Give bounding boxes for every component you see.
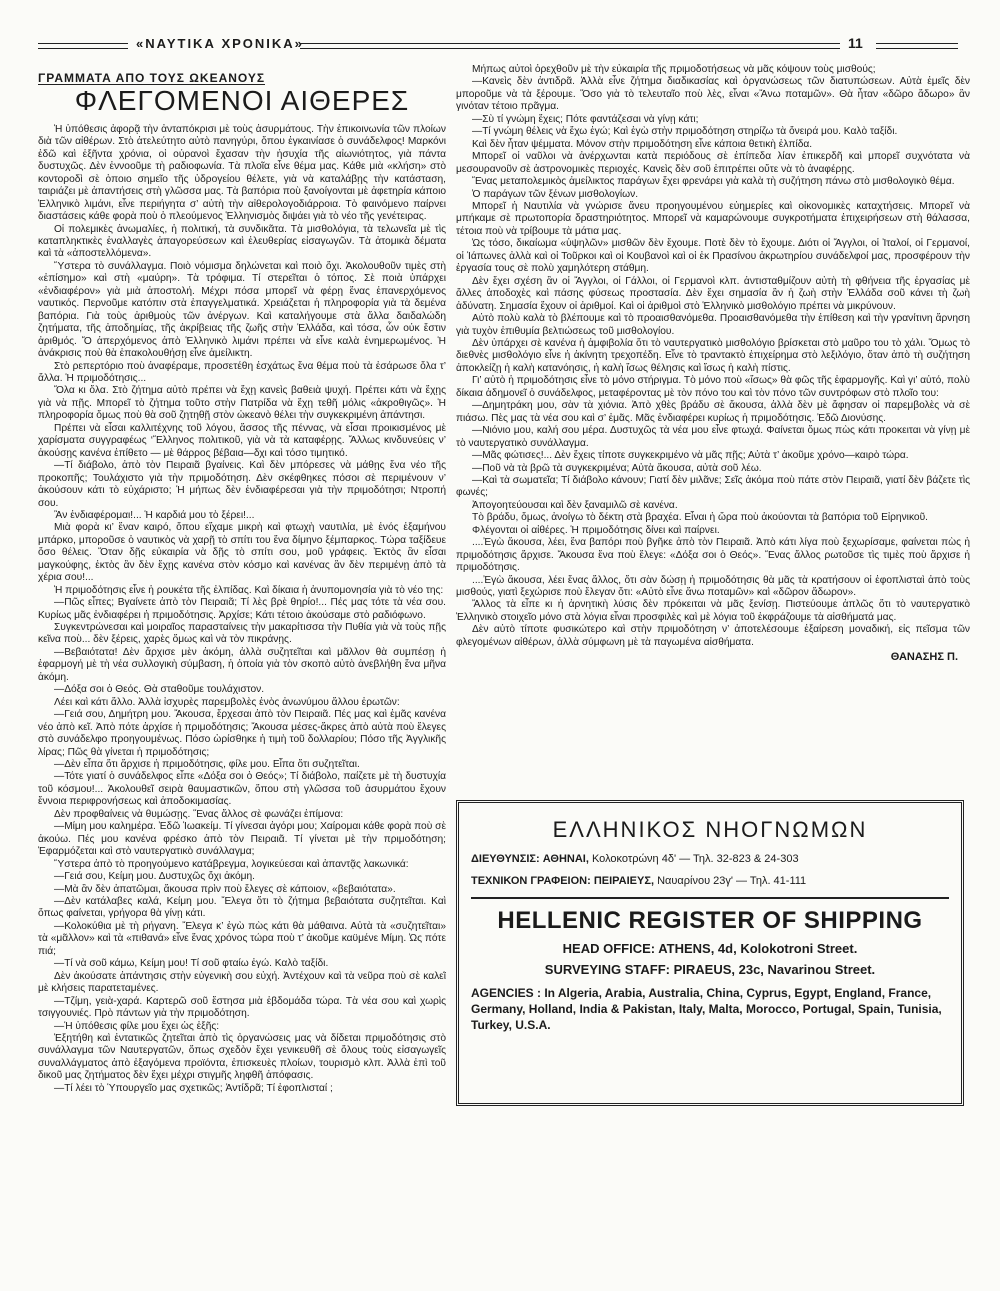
article-paragraph: —Δημητράκη μου, σὰν τὰ χιόνια. Ἀπὸ χθὲς βράδυ σὲ ἄκουσα, ἀλλὰ δὲν μὲ ἄφησαν οἱ παρεμβολὲς νὰ σὲ πιάσω. Πὲς μας τὰ νέα σου καὶ σ’ ἐμᾶς. Μᾶς ἐνδιαφέρει κυρίως ἡ πριμοδότησις. Ἐδῶ Διονύσης. (456, 400, 970, 424)
article-right-body (456, 64, 970, 649)
article-paragraph: —Τζίμη, γειὰ-χαρά. Καρτερῶ σοῦ ἔστησα μιὰ ἑβδομάδα τώρα. Τὰ νέα σου καὶ χωρὶς τσιγγουνιές. Πρὸ πάντων γιὰ τὴν πριμοδότηση. (38, 995, 446, 1020)
article-paragraph: —Κολοκύθια μὲ τὴ ρήγανη. Ἔλεγα κ’ ἐγὼ πὼς κάτι θὰ μάθαινα. Αὐτὰ τὰ «συζητεῖται» τὰ «μᾶλλον» καὶ τὰ «πιθανά» εἶνε ἕνας χρόνος τώρα ποὺ τ’ ἀκοῦμε καϋμένε Μίμη. Ὡς πότε πιά; (38, 920, 446, 957)
header-rule-middle (300, 43, 840, 49)
article-paragraph: Ἡ ὑπόθεσις ἀφορᾷ τὴν ἀνταπόκρισι μὲ τοὺς ἀσυρμάτους. Τὴν ἐπικοινωνία τῶν πλοίων διὰ τῶν αἰθέρων. Στὸ ἀτελεύτητο αὐτὸ πανηγύρι, ὅπου ἐγκαινίασε ὁ συνάδελφος! Μαρκόνι ἐδῶ καὶ ἑξῆντα χρόνια, οἱ οὐρανοὶ ἔχασαν τὴν ἡσυχία τῆς αἰωνιότητος, γιὰ πάντα δυστυχῶς. Δὲν ἐννοοῦμε τὴ ραδιοφωνία. Τὰ πλοῖα εἶνε θέμα μας. Κάθε μιὰ «κλήση» στὸ κοντοροδὶ σὲ ὁποιο σημεῖο τῆς ὑδρογείου θέλετε, γιὰ νὰ καταλάβῃς τὴν κατάσταση, ταιριάζει μὲ ἀπαντήσεις στὴ γλῶσσα μας. Τὰ βαπόρια ποὺ ξανοίγονται μὲ ἀφετηρία κάποιο Ἑλληνικὸ λιμάνι, εἶνε περιήγητα σ’ αὐτὴ τὴν αἰθερολογοδιάρροια. Τὸ φαινόμενο παίρνει διαστάσεις κάθε φορὰ ποὺ ὁ πλεούμενος Ἑλληνισμὸς διψάει γιὰ τὸ νέο τῆς γενέτειρας. (38, 123, 446, 223)
article-paragraph: Οἱ πολεμικὲς ἀνωμαλίες, ἡ πολιτική, τὰ συνδικᾶτα. Τὰ μισθολόγια, τὰ τελωνεῖα μὲ τὶς καταπληκτικὲς ἐναλλαγὲς ἀπαγορεύσεων καὶ ἐλευθερίας εἰσαγωγῶν. Τὰ ἀτομικὰ δέματα καὶ τὰ «ἀποστελλόμενα». (38, 223, 446, 260)
article-signature: ΘΑΝΑΣΗΣ Π. (890, 651, 958, 664)
article-left-column (38, 64, 446, 1264)
ad-technical-line (471, 875, 949, 887)
article-kicker: ΓΡΑΜΜΑΤΑ ΑΠΟ ΤΟΥΣ ΩΚΕΑΝΟΥΣ (38, 71, 266, 85)
article-paragraph: Μπορεῖ οἱ ναῦλοι νὰ ἀνέρχωνται κατὰ περιόδους σὲ ἐπίπεδα λίαν ἐπικερδῆ καὶ μπορεῖ συχνότατα νὰ μεσουρανοῦν σὲ ἀστρονομικὲς περιοχές. Κανεὶς δὲν σοῦ ἐπιτρέπει οὔτε νὰ τὸ ἀναφέρῃς. (456, 151, 970, 175)
ad-technical-label: ΤΕΧΝΙΚΟΝ ΓΡΑΦΕΙΟΝ: (471, 875, 591, 887)
article-paragraph: —Σὺ τί γνώμη ἔχεις; Πότε φαντάζεσαι νὰ γίνῃ κάτι; (472, 113, 699, 125)
article-paragraph: Ἀπογοητεύουσαι καὶ δὲν ξαναμιλῶ σὲ κανένα. (472, 499, 678, 511)
article-paragraph: Στὸ ρεπερτόριο ποὺ ἀναφέραμε, προσετέθη ἐσχάτως ἕνα θέμα ποὺ τὰ ἐσάρωσε ὅλα τ’ ἄλλα. Ἡ πριμοδότησις... (38, 360, 446, 384)
article-paragraph: ....Ἐγὼ ἄκουσα, λέει, ἕνα βαπόρι ποὺ βγῆκε ἀπὸ τὸν Πειραιᾶ. Ἀπὸ κάτι λίγα ποὺ ξεχωρίσαμε, φαίνεται πὼς ἡ πριμοδότησις ἄρχισε. Ἄκουσα ἕνα ποὺ ἔλεγε: «Δόξα σοι ὁ Θεός». Ἕνας ἄλλος ρωτοῦσε τὶς τιμὲς ποὺ ἄρχισε ἡ πριμοδότησις. (456, 537, 970, 574)
page-number: 11 (848, 35, 863, 51)
header-rule-right (876, 43, 958, 49)
article-paragraph: —Μᾶς φώτισες!... Δὲν ἔχεις τίποτε συγκεκριμένο νὰ μᾶς πῇς; Αὐτὰ τ’ ἀκοῦμε χρόνο—καιρὸ τώρα. (472, 450, 909, 462)
ad-technical-city: ΠΕΙΡΑΙΕΥΣ, (593, 875, 655, 887)
article-paragraph: —Τί διάβολο, ἀπὸ τὸν Πειραιᾶ βγαίνεις. Καὶ δὲν μπόρεσες νὰ μάθῃς ἕνα νέο τῆς προκοπῆς; Τουλάχιστο γιὰ τὴν πριμοδότηση. Δὲν σκέφθηκες πόσοι σὲ περιμένουν ν’ ἀκούσουν κάτι τὸ εὐχάριστο; Ἡ μήπως δὲν ἐνδιαφέρεσαι γιὰ τὴν πριμοδότησι; Ντροπή σου. (38, 460, 446, 509)
article-paragraph: Ἕνας μεταπολεμικὸς ἀμείλικτος παράγων ἔχει φρενάρει γιὰ καλὰ τὴ συζήτηση πάνω στὸ μισθολογικὸ θέμα. (472, 176, 955, 188)
article-paragraph: —Κανεὶς δὲν ἀντιδρᾶ. Ἀλλὰ εἶνε ζήτημα διαδικασίας καὶ ὀργανώσεως τῶν διατυπώσεων. Αὐτὰ ἐμεῖς δὲν μποροῦμε νὰ τὰ ξέρουμε. Ὅσο γιὰ τὸ τελευταῖο ποὺ λὲς, εἶναι «Ἄνω ποταμῶν». Θὰ ἦταν «δῶρο ἄδωρο» ἂν γινόταν τέτοιο πρᾶγμα. (456, 76, 970, 113)
article-paragraph: Ἂν ἐνδιαφέρομαι!... Ἡ καρδιά μου τὸ ξέρει!... (54, 509, 255, 521)
article-paragraph: Καὶ δὲν ἦταν ψέμματα. Μόνον στὴν πριμοδότηση εἶνε κάποια θετικὴ ἐλπίδα. (472, 138, 813, 150)
register-advertisement (456, 800, 964, 1106)
article-paragraph: Μπορεῖ ἡ Ναυτιλία νὰ γνώρισε ἄνευ προηγουμένου εὐημερίες καὶ οἰκονομικὲς καταχτήσεις. Μπορεῖ νὰ μπήκαμε σὲ πρωτοπορία δραστηριότητος. Μπορεῖ νὰ καμαρώνουμε συγκροτήματα ἐπιχειρήσεων στὴ θάλασσα, τέτοια ποὺ νὰ τρίβουμε τὰ μάτια μας. (456, 200, 970, 237)
article-paragraph: Δὲν ὑπάρχει σὲ κανένα ἡ ἀμφιβολία ὅτι τὸ ναυτεργατικὸ μισθολόγιο βρίσκεται στὸ μαῦρο του τὸ χάλι. Ὅμως τὸ διεθνὲς μισθολόγιο εἶνε ἡ ἀκίνητη τρεχοπέδη. Εἶνε τὸ τραντακτὸ ἐπιχείρημα στὸ λεξιλόγιο, ὅταν ἀπὸ τὴ συζήτηση ἀποκλείζῃ ἡ καλὴ κατανόησις, ἡ καλὴ ἴσως θέλησις καὶ ἴσως ἡ καλὴ πίστις. (456, 337, 970, 374)
article-paragraph: Μήπως αὐτοὶ ὀρεχθοῦν μὲ τὴν εὐκαιρία τῆς πριμοδοτήσεως νὰ μᾶς κόψουν τοὺς μισθούς; (472, 64, 876, 75)
ad-head-office: HEAD OFFICE: ATHENS, 4d, Kolokotroni Street. (562, 941, 858, 956)
article-paragraph: Ὕστερα τὸ συνάλλαγμα. Ποιὸ νόμισμα δηλώνεται καὶ ποιὸ ὄχι. Ἀκολουθοῦν τιμὲς στὴ «ἐπίσημο» καὶ στὴ «μαύρη». Τὰ τρόφιμα. Τί στερεῖται ὁ τόπος. Σὲ ποιὰ ὑπάρχει «ἐνδιαφέρον» γιὰ μιὰ ἀποστολή. Μέχρι πόσα μπορεῖ νὰ φέρῃ ἕνας ἐπανερχόμενος ναυτικός. Περνοῦμε κατόπιν στὰ ἐπαγγελματικά. Χρειάζεται ἡ πληροφορία γιὰ τὰ δεμένα βαπόρια. Γιὰ τοὺς ἀριθμοὺς τῶν ἀνέργων. Καὶ καταλήγουμε στὰ ἄλλα δαιδαλώδη ζητήματα, τῆς ἀποδημίας, τῆς ἀκρίβειας τῆς ζωῆς στὴν Ἑλλάδα, καὶ τόσα, ὧν οὐκ ἔστιν ἀριθμός. Ὅ ἀπερχόμενος ἀπὸ Ἑλληνικὸ λιμάνι πρέπει νὰ εἶνε καλὰ ἐνημερωμένος. Ἡ ἀνάκρισις ποὺ θὰ ἐπακολουθήσῃ εἶνε ἀμείλικτη. (38, 260, 446, 360)
header-rule-left (38, 43, 128, 49)
article-paragraph: Λέει καὶ κάτι ἄλλο. Ἀλλὰ ἰσχυρὲς παρεμβολὲς ἐνὸς ἀνωνύμου ἄλλου ἐρωτῶν: (54, 696, 400, 708)
ad-address-city: ΑΘΗΝΑΙ, (542, 853, 589, 865)
article-paragraph: —Δόξα σοι ὁ Θεός. Θὰ σταθοῦμε τουλάχιστον. (54, 684, 265, 696)
article-paragraph: —Γειά σου, Δημήτρη μου. Ἄκουσα, ἔρχεσαι ἀπὸ τὸν Πειραιᾶ. Πές μας καὶ ἐμᾶς κανένα νέο ἀπὸ κεῖ. Ἀπὸ πότε ἀρχίσε ἡ πριμοδότησις; Ἄκουσα μέσες-ἄκρες ἀπὸ αὐτὰ ποὺ ἔλεγες στὸ συνάδελφο προηγουμένως. Πόσο ὡρίσθηκε ἡ τιμὴ τοῦ δολλαρίου; Πόσο τῆς Ἀγγλικῆς λίρας; Πῶς θὰ γίνεται ἡ πριμοδότησις; (38, 709, 446, 758)
ad-address-label: ΔΙΕΥΘΥΝΣΙΣ: (471, 853, 540, 865)
article-paragraph: Δὲν ἀκούσατε ἀπάντησις στὴν εὐγενικὴ σου εὐχή. Ἀντέχουν καὶ τὰ νεῦρα ποὺ σὲ καλεῖ μὲ κλήσεις παρατεταμένες. (38, 970, 446, 995)
article-paragraph: —Καὶ τὰ σωματεῖα; Τί διάβολο κάνουν; Γιατί δὲν μιλᾶνε; Σεῖς ἀκόμα ποὺ πάτε στὸν Πειραιᾶ, γιατί δὲν βάζετε τὶς φωνές; (456, 474, 970, 499)
article-paragraph: Μιὰ φορὰ κι’ ἕναν καιρό, ὅπου εἴχαμε μικρὴ καὶ φτωχὴ ναυτιλία, μὲ ἐνός ἐξαμήνου μπάρκο, μποροῦσε ὁ ναυτικὸς νὰ χαρῇ τὸ σπίτι του ἕνα δίμηνο ξέμπαρκος. Τώρα ταξίδευε ὅσο θέλεις. Ὅταν δῇς εὐκαιρία νὰ δῇς τὸ σπίτι σου, μοῦ γράφεις. Ἐκτὸς ἂν εἶσαι μαγκούφης, ἐκτὸς ἂν δὲν ἔχῃς κανένα στὸν κόσμο καὶ κανένας ἂν δὲν περιμένῃ ἀπὸ τὰ χέρια σου!... (38, 522, 446, 584)
article-paragraph: ....Ἐγὼ ἄκουσα, λέει ἕνας ἄλλος, ὅτι σὰν δώσῃ ἡ πριμοδότησις θὰ μᾶς τὰ κρατήσουν οἱ ἐφοπλισταὶ ἀπὸ τοὺς μισθούς, γιατὶ ξεχώρισε ποὺ ἔλεγαν ὅτι: «Αὐτὸ εἶνε ἄνω ποταμῶν» καὶ «δῶρον ἄδωρον». (456, 574, 970, 599)
article-paragraph: Τὸ βράδυ, ὅμως, ἀνοίγω τὸ δέκτη στὰ βραχέα. Εἶναι ἡ ὥρα ποὺ ἀκούονται τὰ βαπόρια τοῦ Εἰρηνικοῦ. (472, 512, 928, 524)
article-paragraph: Συγκεντρώνεσαι καὶ μοιραῖος παρασταίνεις τὴν μακαρίτισσα τὴν Πυθία γιὰ νὰ τοὺς πῇς κεῖνα ποὺ... δὲν ξέρεις, χαρὲς ὅμως καὶ νὰ τὸν πικράνῃς. (38, 622, 446, 646)
article-paragraph: Ὡς τόσο, δικαίωμα «ὑψηλῶν» μισθῶν δὲν ἔχουμε. Ποτὲ δὲν τὸ ἔχουμε. Διότι οἱ Ἄγγλοι, οἱ Ἰταλοί, οἱ Γερμανοί, οἱ Ἰάπωνες ἀλλὰ καὶ οἱ Τοῦρκοι καὶ οἱ Κουβανοὶ καὶ οἱ ἐκ Πρασίνου ἀκρωτηρίου συνάδελφοί μας, προσφέρουν τὴν ἐργασία τους σὲ πολὺ χαμηλότερη στάθμη. (456, 238, 970, 275)
article-paragraph: Πρέπει νὰ εἶσαι καλλιτέχνης τοῦ λόγου, ἄσσος τῆς πέννας, νὰ εἶσαι προικισμένος μὲ χαρίσματα συγγραφέως ‘Ἕλληνος πολιτικοῦ, γιὰ νὰ τὰ καταφέρῃς. Ἄλλως κινδυνεύεις ν’ ἀκούσῃς κανένα ἐπίθετο — μὲ θάρρος βέβαια—δχι καὶ τόσο τιμητικό. (38, 422, 446, 459)
article-left-body (38, 124, 446, 1095)
article-paragraph: Ὁ παράγων τῶν ξένων μισθολογίων. (472, 188, 639, 200)
article-paragraph: —Γειά σου, Κείμη μου. Δυστυχῶς ὄχι ἀκόμη. (54, 871, 255, 883)
ad-english-name: HELLENIC REGISTER OF SHIPPING (497, 907, 923, 934)
article-paragraph: —Ἡ ὑπόθεσις φίλε μου ἔχει ὡς ἑξῆς: (54, 1020, 220, 1032)
article-paragraph: Ἐξητήθη καὶ ἐντατικῶς ζητεῖται ἀπὸ τὶς ὀργανώσεις μας νὰ δίδεται πριμοδότησις στὸ συνάλλαγμα τῶν Ναυτεργατῶν, ὅπως σχεδὸν ἔχει γενικευθῆ σὲ ὅλους τοὺς εἰσαγωγεῖς συναλλάγματος ἀπὸ ἐξαγόμενα προϊόντα, ἐπισκευὲς πλοίων, τουρισμὸ κλπ. Ἀλλὰ ἐπὶ τοῦ δικοῦ μας ζητήματος δὲν ἔχει μέχρι στιγμῆς ληφθῆ ἀπόφασις. (38, 1032, 446, 1082)
magazine-title: «ΝΑΥΤΙΚΑ ΧΡΟΝΙΚΑ» (136, 36, 304, 51)
page-header (38, 36, 958, 54)
article-paragraph: Ἡ πριμοδότησις εἶνε ἡ ρουκέτα τῆς ἐλπίδας. Καὶ δίκαια ἡ ἀνυπομονησία γιὰ τὸ νέο της: (54, 584, 444, 596)
article-paragraph: Γι’ αὐτὸ ἡ πριμοδότησις εἶνε τὸ μόνο στήριγμα. Τὸ μόνο ποὺ «ἴσως» θὰ φῶς τῆς ἐφαρμογῆς. Καὶ γι’ αὐτό, πολὺ δίκαια ἀδημονεῖ ὁ συνάδελφος, μεταφέροντας μὲ τὸν πόνο του καὶ τὸν πόνο τῶν συντρόφων στὸ πλοῖο του: (456, 375, 970, 399)
article-paragraph: —Μίμη μου καλημέρα. Ἐδῶ Ἰωακείμ. Τί γίνεσαι ἀγόρι μου; Χαίρομαι κάθε φορὰ ποὺ σὲ ἀκούω. Πές μου κανένα φρέσκο ἀπὸ τὸν Πειραιᾶ. Τί γίνεται μὲ τὴν πριμοδότηση; Ἐφαρμόζεται καὶ στὸ ναυτεργατικὸ συνάλλαγμα; (38, 821, 446, 858)
article-paragraph: Αὐτὸ πολὺ καλὰ τὸ βλέπουμε καὶ τὸ προαισθανόμεθα. Προαισθανόμεθα τὴν ἐπίθεση καὶ τὴν γρανίτινη ἄρνηση γιὰ τυχὸν ἐπιθυμία βελτιώσεως τοῦ μισθολογίου. (456, 313, 970, 337)
article-paragraph: Δὲν ἔχει σχέση ἂν οἱ Ἄγγλοι, οἱ Γάλλοι, οἱ Γερμανοὶ κλπ. ἀντισταθμίζουν αὐτὴ τὴ φθήνεια τῆς ἐργασίας μὲ ἄλλες ἀποδοχὲς καὶ πάσης φύσεως προστασία. Δὲν ἔχει σημασία ἂν ἡ ζωὴ στὴν Ἑλλάδα σοῦ κάνει τὴ ζωὴ ἀδύνατη. Σημασία ἔχουν οἱ ἀριθμοί. Καὶ οἱ ἀριθμοὶ στὸ Ἑλληνικὸ μισθολόγιο πρέπει νὰ μικρύνουν. (456, 275, 970, 312)
ad-technical-detail: Ναυαρίνου 23γ' — Τηλ. 41-111 (657, 875, 807, 887)
article-paragraph: —Δὲν εἶπα ὅτι ἄρχισε ἡ πριμοδότησις, φίλε μου. Εἶπα ὅτι συζητεῖται. (54, 759, 360, 771)
article-paragraph: Δὲν αὐτὸ τίποτε φυσικώτερο καὶ στὴν πριμοδότηση ν’ ἀποτελέσουμε ἐξαίρεση μοναδική, εἰς πεῖσμα τῶν φλεγομένων αἰθέρων, ἀλλὰ σύμφωνη μὲ τὰ παγωμένα αἰσθήματα. (456, 624, 970, 648)
article-paragraph: —Μὰ ἂν δὲν ἀπατῶμαι, ἄκουσα πρὶν ποὺ ἔλεγες σὲ κάποιον, «βεβαιότατα». (54, 883, 396, 895)
article-paragraph: —Νιόνιο μου, καλή σου μέρα. Δυστυχῶς τὰ νέα μου εἶνε φτωχά. Φαίνεται ὅμως πὼς κάτι προκειται νὰ γίνῃ μὲ τὸ ναυτεργατικὸ συνάλλαγμα. (456, 425, 970, 449)
article-paragraph: Ὕστερα ἀπὸ τὸ προηγούμενο κατάβρεγμα, λογικεύεσαι καὶ ἀπαντᾷς λακωνικά: (54, 858, 409, 870)
article-paragraph: —Τότε γιατί ὁ συνάδελφος εἶπε «Δόξα σοι ὁ Θεός»; Τί διάβολο, παίζετε μὲ τὴ δυστυχία τοῦ κόσμου!... Ἀκολουθεῖ σειρὰ θαυμαστικῶν, ὅπου στὴ γλῶσσα τοῦ ἀσυρμάτου ἔχουν ἔννοια περιφρονήσεως καὶ ἀποδοκιμασίας. (38, 771, 446, 808)
article-paragraph: —Δὲν κατάλαβες καλά, Κείμη μου. Ἔλεγα ὅτι τὸ ζήτημα βεβαιότατα συζητεῖται. Καὶ ὅπως φαίνεται, γρήγορα θὰ γίνῃ κάτι. (38, 896, 446, 920)
article-paragraph: —Ποῦ νὰ τὰ βρῶ τὰ συγκεκριμένα; Αὐτὰ ἄκουσα, αὐτὰ σοῦ λέω. (472, 462, 762, 474)
article-paragraph: Ἄλλος τὰ εἶπε κι ἡ ἀρνητικὴ λύσις δὲν πρόκειται νὰ μᾶς ξενίσῃ. Πιστεύουμε ἀπλῶς ὅτι τὸ ναυτεργατικὸ Ἑλληνικὸ στοιχεῖο μόνο στὰ λόγια εἶναι προσφιλὲς καὶ μὲ λόγια τοῦ ἐκφράζουμε τὰ αἰσθήματά μας. (456, 599, 970, 623)
article-paragraph: —Τί λέει τὸ Ὑπουργεῖο μας σχετικῶς; Ἀντίδρᾶ; Τί ἐφοπλισταί ; (54, 1082, 333, 1094)
ad-surveying-staff: SURVEYING STAFF: PIRAEUS, 23c, Navarinou Street. (544, 962, 876, 977)
article-paragraph: Φλέγονται οἱ αἰθέρες. Ἡ πριμοδότησις δίνει καὶ παίρνει. (472, 524, 720, 536)
article-paragraph: Δὲν προφθαίνεις νὰ θυμώσῃς. Ἕνας ἄλλος σὲ φωνάζει ἐπίμονα: (54, 808, 344, 820)
ad-separator (471, 897, 949, 899)
article-paragraph: —Τί γνώμη θέλεις νὰ ἔχω ἐγώ; Καὶ ἐγὼ στὴν πριμοδότηση στηρίζω τὰ ὄνειρά μου. Καλὸ ταξίδι. (472, 126, 898, 138)
article-headline: ΦΛΕΓΟΜΕΝΟΙ ΑΙΘΕΡΕΣ (74, 85, 410, 117)
ad-greek-name: ΕΛΛΗΝΙΚΟΣ ΝΗΟΓΝΩΜΩΝ (552, 817, 868, 842)
article-paragraph: —Τί νὰ σοῦ κάμω, Κείμη μου! Τί σοῦ φταίω ἐγώ. Καλὸ ταξίδι. (54, 958, 329, 970)
ad-address-line (471, 853, 949, 865)
ad-agencies: AGENCIES : In Algeria, Arabia, Australia, China, Cyprus, Egypt, England, France, Germany, Holland, India & Pakistan, Italy, Malta, Morocco, Portugal, Spain, Tunisia, Turkey, U.S.A. (471, 986, 942, 1032)
article-paragraph: —Πῶς εἶπες; Βγαίνετε ἀπὸ τὸν Πειραιᾶ; Τί λὲς βρὲ θηρίο!... Πές μας τότε τὰ νέα σου. Κυρίως μᾶς ἐνδιαφέρει ἡ πριμοδότησις. Ἀρχίσε; Κάτι τέτοιο ἀκούσαμε στὸ ραδιόφωνο. (38, 597, 446, 621)
ad-address-detail: Κολοκοτρώνη 4δ' — Τηλ. 32-823 & 24-303 (591, 853, 799, 865)
article-paragraph: —Βεβαιότατα! Δὲν ἄρχισε μὲν ἀκόμη, ἀλλὰ συζητεῖται καὶ μᾶλλον θὰ συμπέσῃ ἡ ἐφαρμογή μὲ τὴ νέα συλλογικὴ σύμβαση, ἡ ὁποία γιὰ τὸν σκοπὸ αὐτὸ ἀνεβλήθη ἕνα μῆνα ἀκόμη. (38, 646, 446, 683)
article-paragraph: Ὅλα κι ὅλα. Στὸ ζήτημα αὐτὸ πρέπει νὰ ἔχῃ κανεὶς βαθειὰ ψυχή. Πρέπει κάτι νὰ ἔχῃς γιὰ νὰ πῇς. Μπορεῖ τὸ ζήτημα τοῦτο στὴν Πατρίδα νὰ ἔχῃ τεθῆ μόλις «ἀκροθιγῶς». Ἡ πληροφορία ὅμως ποὺ θὰ σοῦ ζητηθῇ στὸν ὠκεανὸ θέλει τὴν συγκεκριμένη ἀπάντησι. (38, 385, 446, 422)
